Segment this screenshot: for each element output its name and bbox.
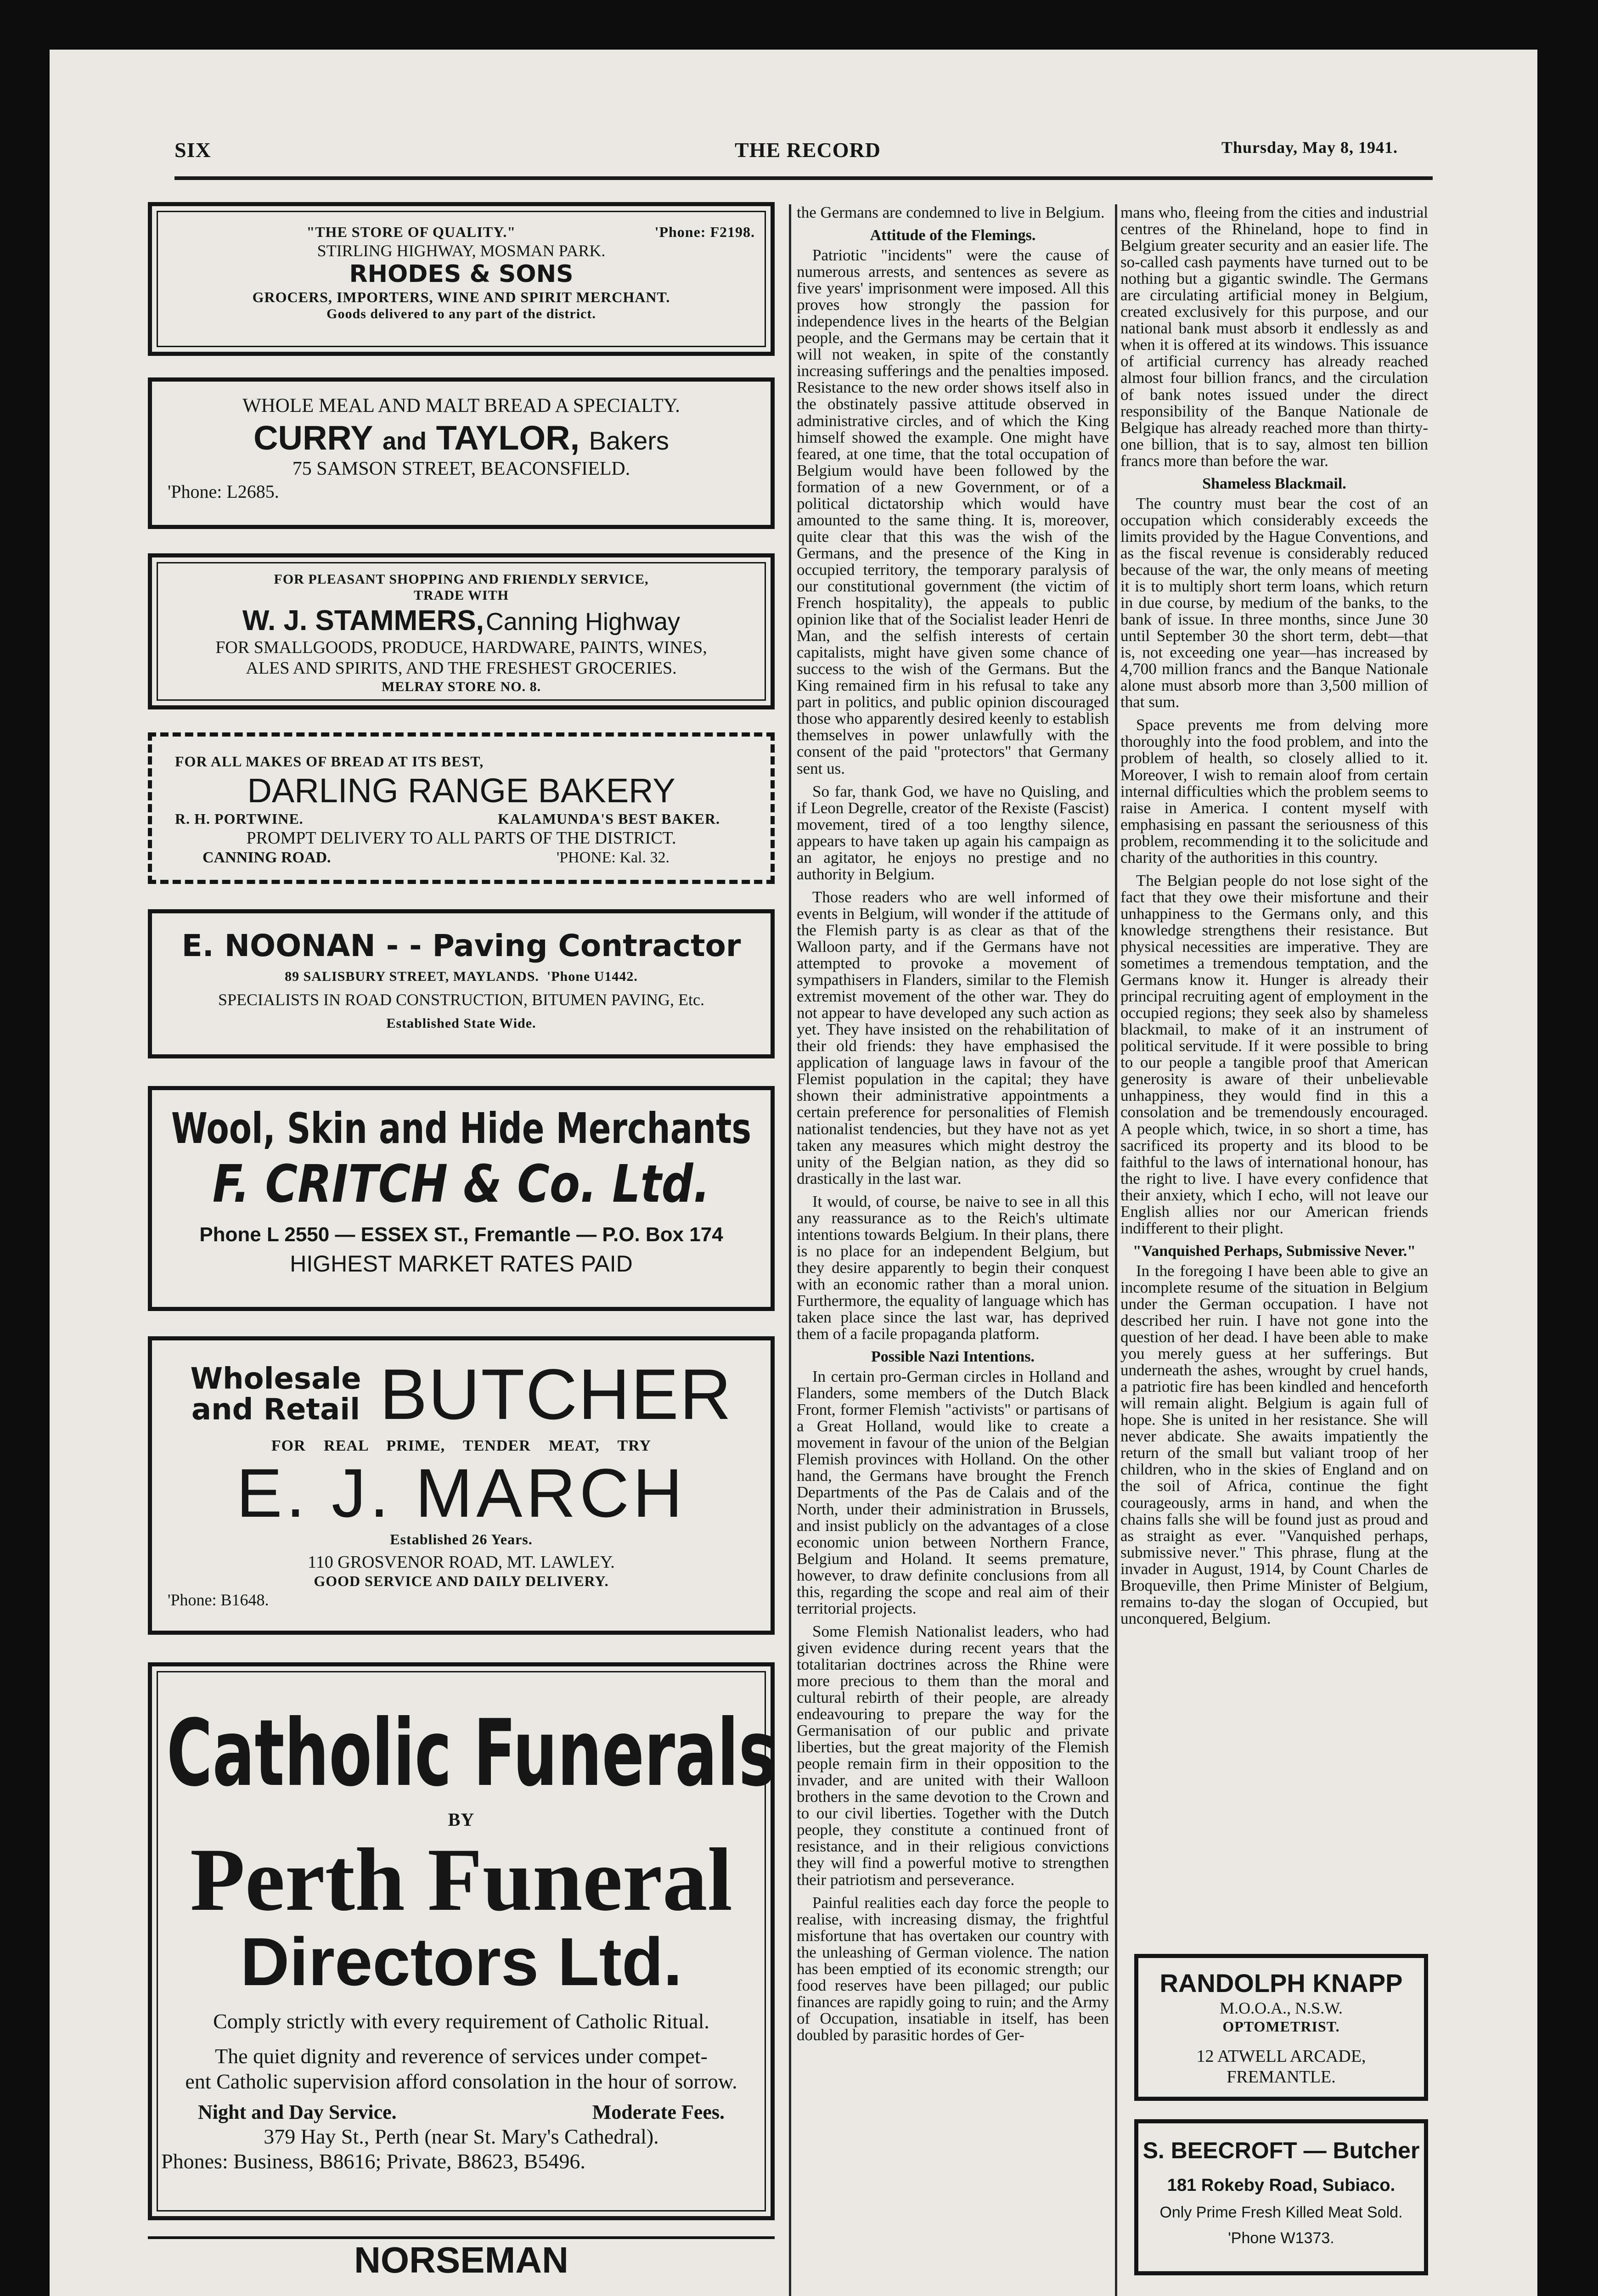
ad-rhodes bbox=[148, 202, 775, 356]
knapp-title: OPTOMETRIST. bbox=[1222, 2018, 1340, 2035]
curry-bakers: Bakers bbox=[589, 426, 669, 455]
issue-date: Thursday, May 8, 1941. bbox=[1221, 138, 1398, 157]
march-address: 110 GROSVENOR ROAD, MT. LAWLEY. bbox=[308, 1552, 615, 1572]
paragraph: the Germans are condemned to live in Belgium. bbox=[797, 204, 1105, 221]
march-tagline: FOR REAL PRIME, TENDER MEAT, TRY bbox=[271, 1437, 652, 1455]
darling-owner: R. H. PORTWINE. bbox=[175, 810, 304, 827]
paragraph: mans who, fleeing from the cities and industrial centres of the Rhineland, hope to find in Belgium greater security and an easier life. The so-called cash payments have turned out to be nothing but a gigantic swindle. The Germans are circulating artificial money in Belgium, created exclusively for this purpose, and our national bank must absorb it endlessly as and when it is offered at its windows. This issuance of artificial currency has already reached almost four billion francs, and the circulation of bank notes issued under the direct responsibility of the Banque Nationale de Belgique has already reached more than thirty-one billion, that is to say, almost ten billion francs more than before the war. bbox=[1120, 204, 1428, 470]
curry-specialty: WHOLE MEAL AND MALT BREAD A SPECIALTY. bbox=[242, 395, 680, 416]
ad-curry-taylor bbox=[148, 377, 775, 529]
funeral-name1: Perth Funeral bbox=[190, 1830, 733, 1930]
march-wholesale: Wholesale bbox=[190, 1362, 361, 1396]
ad-beecroft bbox=[1134, 2119, 1428, 2275]
noonan-name: E. NOONAN - - Paving Contractor bbox=[181, 928, 741, 963]
march-retail: and Retail bbox=[191, 1393, 360, 1427]
stammers-place: Canning Highway bbox=[485, 608, 681, 636]
beecroft-phone: 'Phone W1373. bbox=[1228, 2229, 1334, 2247]
beecroft-meat: Only Prime Fresh Killed Meat Sold. bbox=[1159, 2203, 1403, 2221]
paragraph: Painful realities each day force the people to realise, with increasing dismay, the frightful misfortune that has overtaken our country with the unleashing of German violence. The nation has been emptied of its economic strength; our food reserves have been pillaged; our public finances are rapidly going to ruin; and the Army of Occupation, insatiable in itself, has been doubled by parasitic hordes of Ger- bbox=[797, 1893, 1109, 2044]
ad-critch bbox=[148, 1086, 775, 1311]
funeral-fees: Moderate Fees. bbox=[592, 2100, 725, 2123]
norseman-heading: NORSEMAN bbox=[148, 2236, 775, 2280]
subheading: Shameless Blackmail. bbox=[1202, 475, 1346, 492]
knapp-name: RANDOLPH KNAPP bbox=[1159, 1969, 1403, 1998]
paragraph: Those readers who are well informed of events in Belgium, will wonder if the attitude of the Flemish party is as clear as that of the Walloon party, and if the Germans have not attempted to provoke a movement of sympathisers in Flanders, similar to the Flemish extremist movement of the other war. They do not appear to have developed any such action as yet. They have insisted on the rehabilitation of their old friends: they have emphasised the application of language laws in favour of the Flemist population in the capital; they have shown their administrative appointments a certain preference for personalities of Flemish nationalist tendencies, but they have not as yet taken any measures which might destroy the unity of the Belgian nation, as they did so drastically in the last war. bbox=[797, 888, 1109, 1187]
ad-knapp bbox=[1134, 1954, 1428, 2101]
curry-phone: 'Phone: L2685. bbox=[168, 481, 279, 502]
paragraph: In the foregoing I have been able to give an incomplete resume of the situation in Belgium under the German occupation. I have not described her ruin. I have not gone into the question of her dead. I have been able to make you merely guess at her sufferings. But underneath the ashes, wrought by cruel hands, a patriotic fire has been kindled and henceforth will remain alight. Belgium is again full of hope. She is united in her resistance. She will never abdicate. She awaits impatiently the return of the small but valiant troop of her children, who in the skies of England and on the soil of Africa, continue the fight courageously, arms in hand, and when the chains falls she will be found just as proud and as straight as ever. "Vanquished perhaps, submissive never." This phrase, flung at the invader in August, 1914, by Count Charles de Broqueville, then Prime Minister of Belgium, remains to-day the slogan of Occupied, but unconquered, Belgium. bbox=[1120, 1261, 1428, 1627]
subheading: Attitude of the Flemings. bbox=[870, 227, 1036, 244]
knapp-town: FREMANTLE. bbox=[1227, 2067, 1336, 2087]
funeral-title: Catholic Funerals bbox=[166, 1700, 776, 1807]
knapp-qual: M.O.O.A., N.S.W. bbox=[1220, 1999, 1343, 2018]
header-rule bbox=[174, 176, 1433, 180]
critch-name: F. CRITCH & Co. Ltd. bbox=[212, 1154, 710, 1214]
funeral-name2: Directors Ltd. bbox=[240, 1924, 682, 2000]
critch-contact: Phone L 2550 — ESSEX ST., Fremantle — P.O. Box 174 bbox=[199, 1223, 723, 1246]
darling-line1: FOR ALL MAKES OF BREAD AT ITS BEST, bbox=[175, 753, 484, 770]
stammers-line2: TRADE WITH bbox=[414, 588, 509, 603]
march-established: Established 26 Years. bbox=[390, 1531, 533, 1548]
paragraph: Space prevents me from delving more thoroughly into the food problem, and into the problem of health, so closely allied to it. Moreover, I wish to remain aloof from certain internal difficulties which the problem seems to raise in America. I content myself with emphasising en passant the seriousness of this problem, recommending it to the solicitude and charity of the authorities in this country. bbox=[1120, 716, 1428, 867]
march-butcher: BUTCHER bbox=[379, 1355, 732, 1435]
funeral-consolation: ent Catholic supervision afford consolation in the hour of sorrow. bbox=[185, 2069, 737, 2093]
march-phone: 'Phone: B1648. bbox=[168, 1590, 269, 1609]
funeral-address: 379 Hay St., Perth (near St. Mary's Cathedral). bbox=[264, 2124, 659, 2148]
knapp-address: 12 ATWELL ARCADE, bbox=[1196, 2047, 1366, 2066]
darling-delivery: PROMPT DELIVERY TO ALL PARTS OF THE DISTRICT. bbox=[246, 828, 676, 848]
article-column-1 bbox=[797, 204, 1109, 2296]
rhodes-delivery: Goods delivered to any part of the district. bbox=[326, 306, 596, 322]
rhodes-phone: 'Phone: F2198. bbox=[654, 224, 755, 240]
ad-march bbox=[148, 1336, 775, 1635]
stammers-goods2: ALES AND SPIRITS, AND THE FRESHEST GROCERIES. bbox=[246, 658, 677, 678]
darling-name: DARLING RANGE BAKERY bbox=[247, 771, 675, 810]
march-name: E. J. MARCH bbox=[236, 1454, 686, 1532]
curry-and: and bbox=[383, 427, 427, 455]
paragraph: In certain pro-German circles in Holland and Flanders, some members of the Dutch Black Front, former Flemish "activists" or partisans of a Great Holland, would like to create a movement in favour of the union of the Belgian Flemish provinces with Holland. On the other hand, the Germans have brought the French Departments of the Pas de Calais and of the North, under their administration in Brussels, and insist publicly on the advantages of a close economic union between Northern France, Belgium and Holand. It seems premature, however, to draw definite conclusions from all this, regarding the scope and real aim of their territorial projects. bbox=[797, 1367, 1109, 1617]
rhodes-name: RHODES & SONS bbox=[349, 260, 574, 288]
paragraph: The country must bear the cost of an occupation which considerably exceeds the limits provided by the Hague Conventions, and as the fiscal revenue is considerably reduced because of the war, the only means of meeting it is to multiply short term loans, which return in due course, by medium of the banks, to the bank of issue. In three months, since June 30 until September 30 the short term, debt—that is, not exceeding one year—has increased by 4,700 million francs and the Banque Nationale alone must absorb more than 3,500 million of that sum. bbox=[1120, 494, 1428, 711]
darling-phone: 'PHONE: Kal. 32. bbox=[556, 849, 670, 866]
rhodes-address: STIRLING HIGHWAY, MOSMAN PARK. bbox=[317, 241, 606, 260]
funeral-service: Night and Day Service. bbox=[198, 2100, 397, 2123]
curry-address: 75 SAMSON STREET, BEACONSFIELD. bbox=[292, 458, 630, 480]
noonan-specialists: SPECIALISTS IN ROAD CONSTRUCTION, BITUMEN PAVING, Etc. bbox=[218, 990, 705, 1009]
page-number: SIX bbox=[174, 138, 211, 162]
stammers-line1: FOR PLEASANT SHOPPING AND FRIENDLY SERVICE, bbox=[274, 572, 649, 587]
beecroft-name: S. BEECROFT — Butcher bbox=[1142, 2138, 1420, 2163]
paragraph: Patriotic "incidents" were the cause of numerous arrests, and sentences as severe as five years' imprisonment were imposed. All this proves how strongly the passion for independence lives in the hearts of the Belgian people, and the Germans may be certain that it will not weaken, in spite of the constantly increasing sufferings and the penalties imposed. Resistance to the new order shows itself also in the obstinately passive attitude observed in administrative circles, and of which the King himself showed the example. One might have feared, at one time, that the total occupation of Belgium would have been followed by the formation of a new Government, or of a political dictatorship which would have amounted to the same thing. It is, moreover, quite clear that this was the wish of the Germans, and the presence of the King in occupied territory, the temporary paralysis of our constitutional government (the victim of French hospitality), the appeals to public opinion like that of the Socialist leader Henri de Man, and the selfish interests of certain capitalists, might have given some chance of success to the wish of the Germans. But the King remained firm in his refusal to take any part in politics, and public opinion discouraged those who apparently desired keenly to establish themselves in power unlawfully with the consent of the paid "protectors" that Germany sent us. bbox=[797, 246, 1109, 777]
paper-title: THE RECORD bbox=[735, 138, 881, 162]
paragraph: The Belgian people do not lose sight of the fact that they owe their misfortune and their unhappiness to the Germans only, and this knowledge strengthens their resistance. But physical necessities are imperative. They are sometimes a tremendous temptation, and the Germans know it. Hunger is already their principal recruiting agent of employment in the occupied regions; they seek also by shameless blackmail, to make of it an instrument of political servitude. If it were possible to bring to our people a tangible proof that American generosity is aware of their unbelievable unhappiness, they would find in this a consolation and be tremendously encouraged. A people which, twice, in so short a time, has sacrificed its property and its blood to be faithful to the laws of international honour, has the right to live. I have every confidence that their anxiety, which I echo, will not leave our English allies nor our American friends indifferent to their plight. bbox=[1120, 871, 1428, 1237]
darling-road: CANNING ROAD. bbox=[203, 849, 331, 866]
ad-darling-range bbox=[148, 732, 775, 884]
ad-catholic-funerals bbox=[148, 1662, 775, 2220]
noonan-established: Established State Wide. bbox=[386, 1015, 536, 1031]
stammers-store: MELRAY STORE NO. 8. bbox=[381, 679, 541, 694]
funeral-phones: Phones: Business, B8616; Private, B8623, B5496. bbox=[161, 2149, 585, 2173]
paragraph: Some Flemish Nationalist leaders, who had given evidence during recent years that the totalitarian doctrines across the Rhine were more precious to them than the moral and cultural rebirth of their people, are already endeavouring to prepare the way for the Germanisation of our public and private liberties, but the great majority of the Flemish people remain firm in their opposition to the invader, and are united with their Walloon brothers in the same devotion to the Crown and to our civil liberties. Together with the Dutch people, they constitute a continued front of resistance, and in their religious convictions they will find a powerful motive to strengthen their patriotism and perseverance. bbox=[797, 1622, 1109, 1889]
funeral-dignity: The quiet dignity and reverence of services under compet- bbox=[215, 2044, 708, 2068]
taylor-name: TAYLOR, bbox=[436, 418, 580, 457]
column-divider-2 bbox=[1115, 204, 1117, 2296]
critch-trade: Wool, Skin and Hide Merchants bbox=[171, 1104, 752, 1153]
funeral-ritual: Comply strictly with every requirement of Catholic Ritual. bbox=[213, 2009, 709, 2033]
curry-name: CURRY bbox=[253, 418, 373, 457]
article-column-2 bbox=[1120, 204, 1428, 1945]
critch-rates: HIGHEST MARKET RATES PAID bbox=[290, 1250, 633, 1277]
ad-stammers bbox=[148, 553, 775, 709]
noonan-phone: 'Phone U1442. bbox=[546, 968, 638, 984]
column-divider-1 bbox=[789, 204, 791, 2296]
subheading: "Vanquished Perhaps, Submissive Never." bbox=[1132, 1242, 1416, 1260]
ad-noonan bbox=[148, 909, 775, 1058]
subheading: Possible Nazi Intentions. bbox=[871, 1348, 1035, 1366]
stammers-goods: FOR SMALLGOODS, PRODUCE, HARDWARE, PAINTS, WINES, bbox=[215, 637, 707, 657]
rhodes-trade: GROCERS, IMPORTERS, WINE AND SPIRIT MERCHANT. bbox=[252, 288, 670, 305]
march-service: GOOD SERVICE AND DAILY DELIVERY. bbox=[314, 1572, 609, 1589]
darling-tag: KALAMUNDA'S BEST BAKER. bbox=[498, 810, 720, 827]
rhodes-slogan: "THE STORE OF QUALITY." bbox=[306, 224, 516, 240]
stammers-name: W. J. STAMMERS, bbox=[242, 604, 484, 636]
paragraph: So far, thank God, we have no Quisling, and if Leon Degrelle, creator of the Rexiste (Fascist) movement, tired of a too lengthy silence, appears to have taken up again his campaign as an agitator, he enjoys no prestige and no authority in Belgium. bbox=[797, 782, 1109, 883]
noonan-address: 89 SALISBURY STREET, MAYLANDS. bbox=[285, 968, 539, 984]
beecroft-address: 181 Rokeby Road, Subiaco. bbox=[1167, 2176, 1395, 2195]
paragraph: It would, of course, be naive to see in all this any reassurance as to the Reich's ultimate intentions towards Belgium. In their plans, there is no place for an independent Belgium, but they desire apparently to begin their conquest with an economic rather than a moral union. Furthermore, the equality of language which has taken place since the last war, has deprived them of a facile propaganda platform. bbox=[797, 1192, 1109, 1343]
funeral-by: BY bbox=[448, 1809, 475, 1830]
